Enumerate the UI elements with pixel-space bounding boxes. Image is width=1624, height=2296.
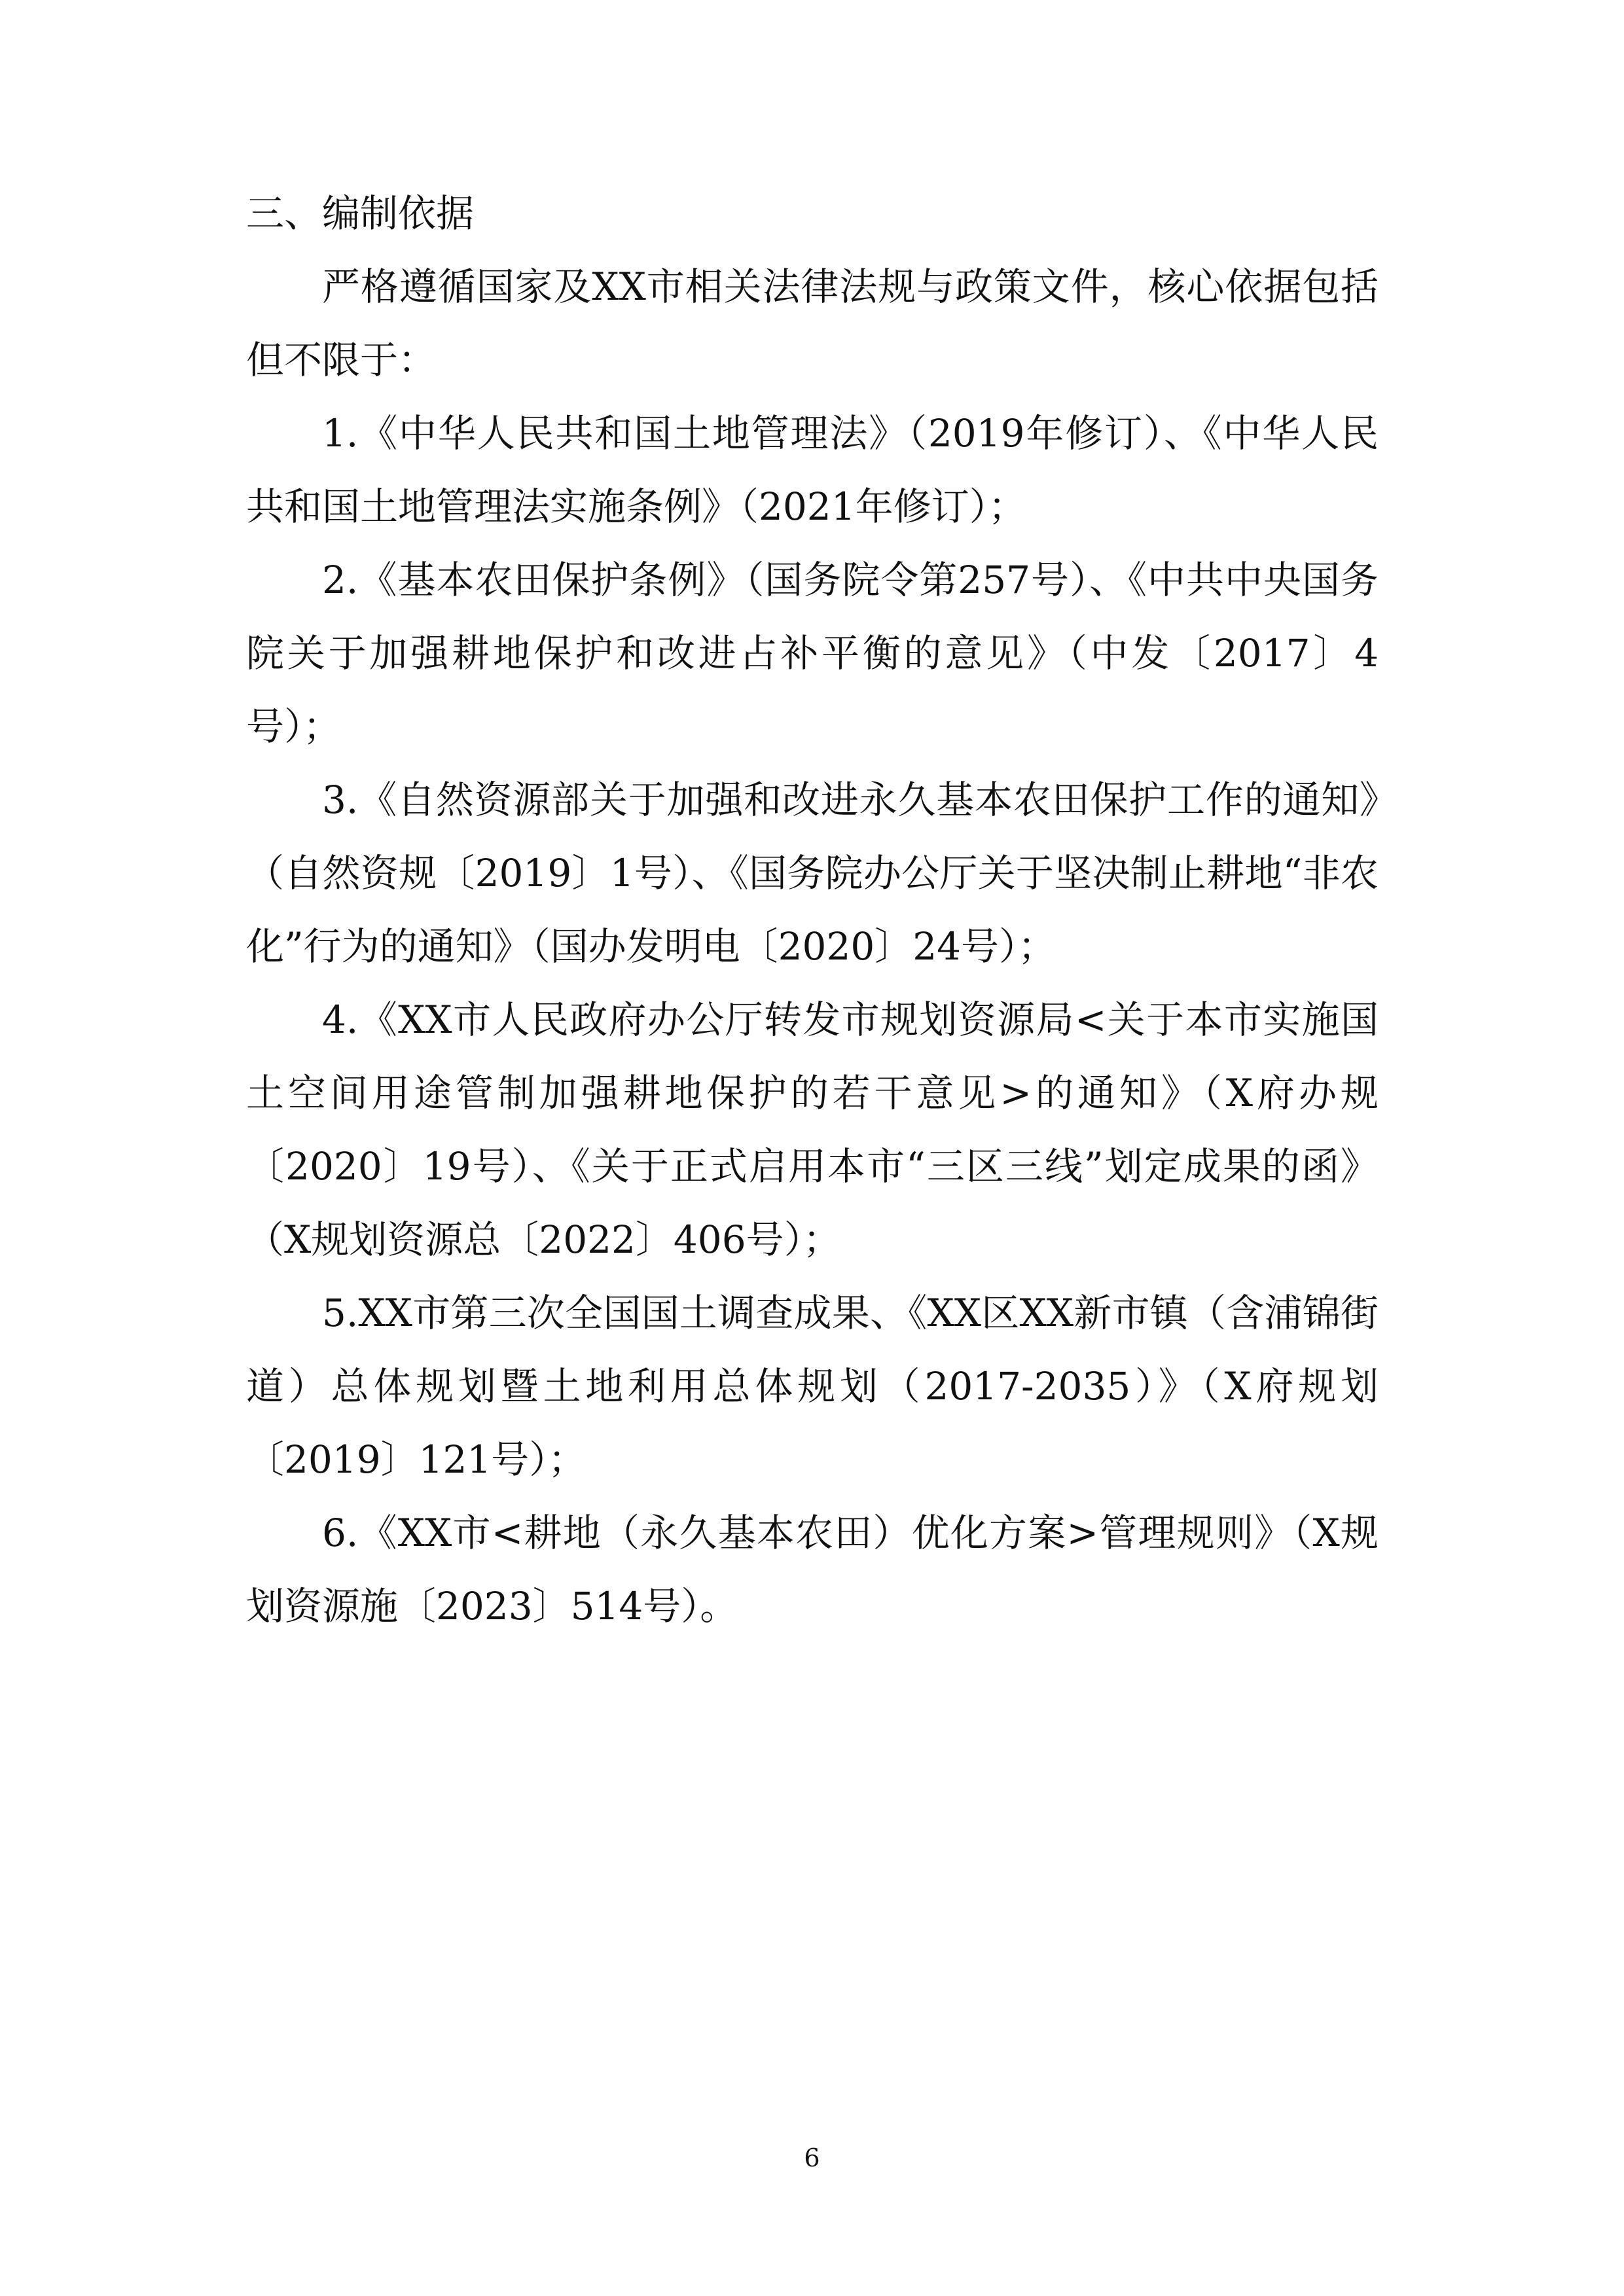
document-body	[246, 177, 1379, 1643]
basis-item-6: 6.《XX市<耕地（永久基本农田）优化方案>管理规则》（X规划资源施〔2023〕514号）。	[246, 1511, 1379, 1628]
basis-item-1: 1.《中华人民共和国土地管理法》（2019年修订）、《中华人民共和国土地管理法实施条例》（2021年修订）；	[246, 411, 1379, 529]
section-heading: 三、编制依据	[246, 191, 475, 236]
page-number: 6	[804, 2144, 820, 2172]
intro-paragraph: 严格遵循国家及XX市相关法律法规与政策文件，核心依据包括但不限于：	[246, 264, 1379, 382]
basis-item-4: 4.《XX市人民政府办公厅转发市规划资源局<关于本市实施国土空间用途管制加强耕地保护的若干意见>的通知》（X府办规〔2020〕19号）、《关于正式启用本市“三区三线”划定成果的函》（X规划资源总〔2022〕406号）；	[246, 997, 1379, 1262]
basis-item-3: 3.《自然资源部关于加强和改进永久基本农田保护工作的通知》（自然资规〔2019〕1号）、《国务院办公厅关于坚决制止耕地“非农化”行为的通知》（国办发明电〔2020〕24号）；	[246, 778, 1379, 969]
basis-item-2: 2.《基本农田保护条例》（国务院令第257号）、《中共中央国务院关于加强耕地保护和改进占补平衡的意见》（中发〔2017〕4号）；	[246, 558, 1379, 749]
basis-item-5: 5.XX市第三次全国国土调查成果、《XX区XX新市镇（含浦锦街道）总体规划暨土地利用总体规划（2017-2035）》（X府规划〔2019〕121号）；	[246, 1291, 1379, 1482]
